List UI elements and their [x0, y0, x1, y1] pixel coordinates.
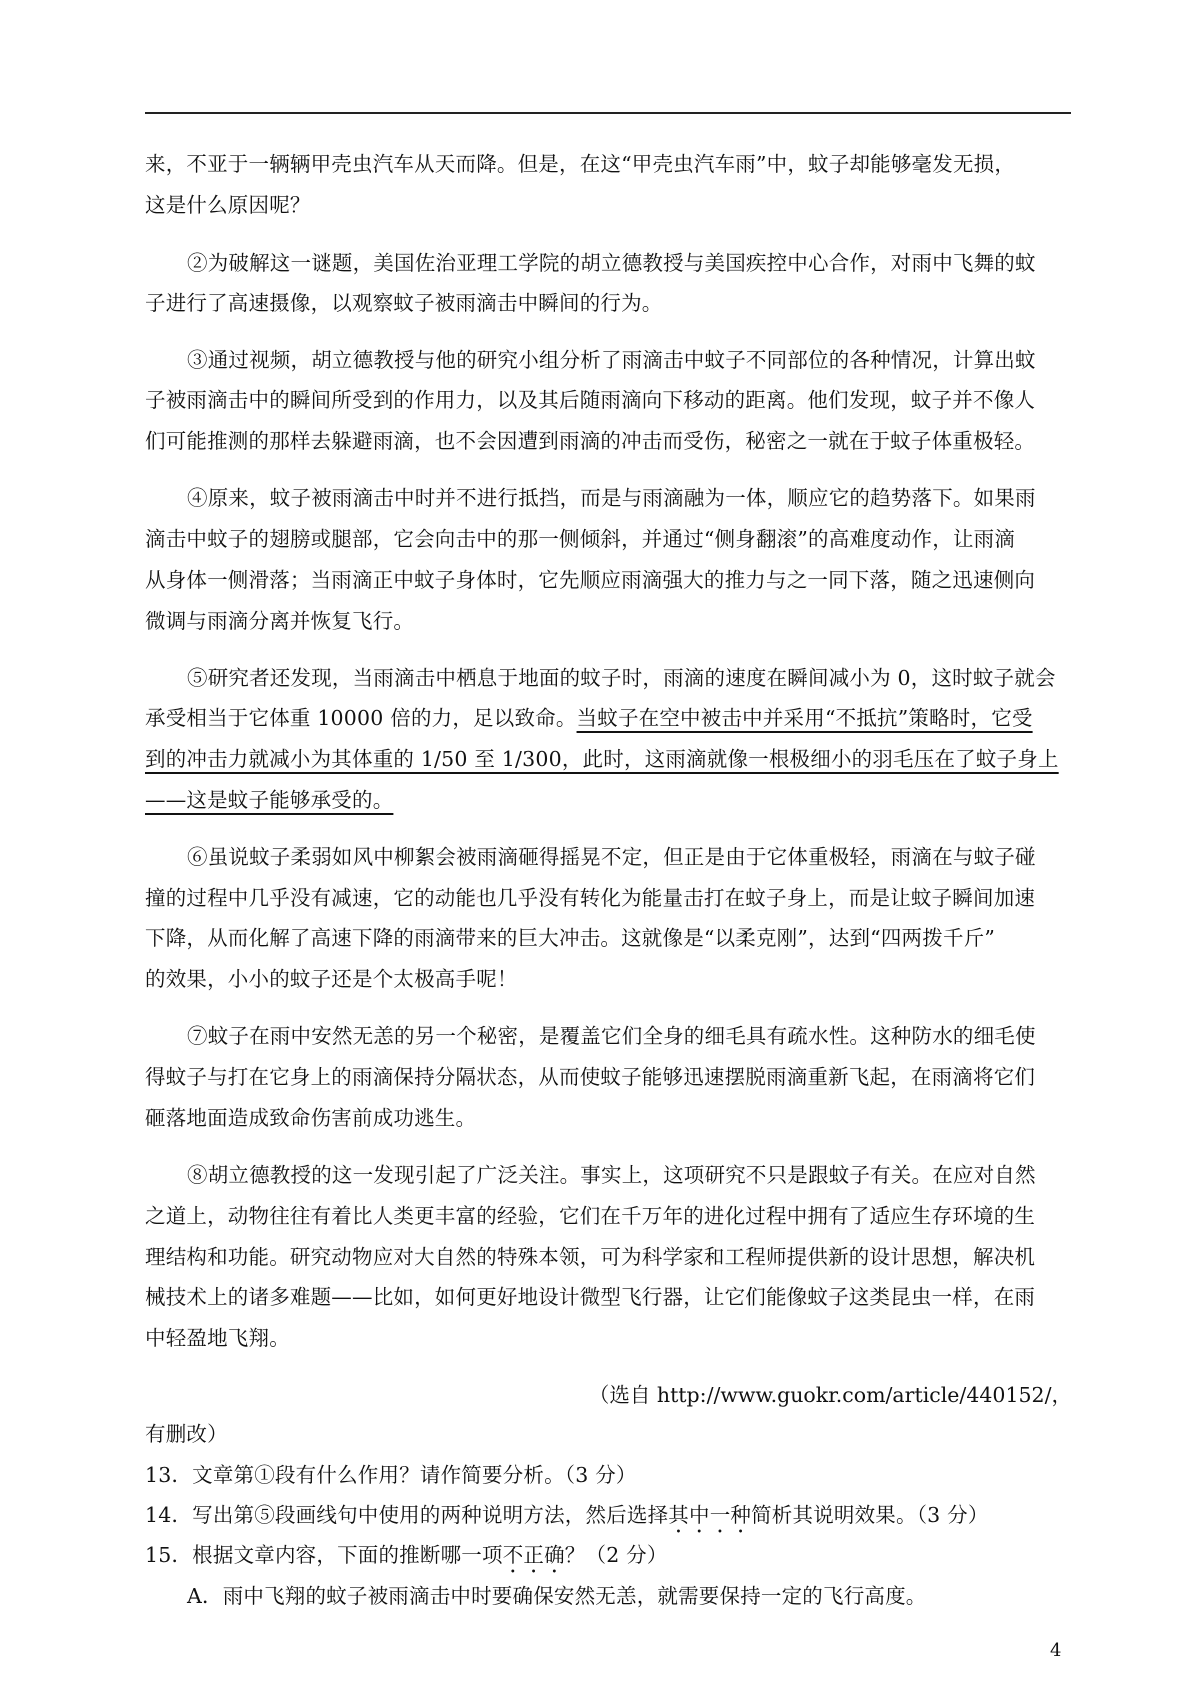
paragraph-8-line: ⑧胡立德教授的这一发现引起了广泛关注。事实上，这项研究不只是跟蚊子有关。在应对自然 — [187, 1163, 1036, 1187]
question-14 — [145, 1501, 1071, 1538]
paragraph-4-line: 从身体一侧滑落；当雨滴正中蚊子身体时，它先顺应雨滴强大的推力与之一同下落，随之迅速侧向 — [145, 568, 1036, 592]
source-citation-cont: 有删改） — [145, 1422, 228, 1446]
paragraph-3-line: 们可能推测的那样去躲避雨滴，也不会因遭到雨滴的冲击而受伤，秘密之一就在于蚊子体重极轻。 — [145, 429, 1036, 453]
paragraph-1-line: 来，不亚于一辆辆甲壳虫汽车从天而降。但是，在这“甲壳虫汽车雨”中，蚊子却能够毫发无损， — [145, 152, 1016, 176]
question-15-text: 15．根据文章内容，下面的推断哪一项 — [145, 1543, 503, 1567]
paragraph-6-line: ⑥虽说蚊子柔弱如风中柳絮会被雨滴砸得摇晃不定，但正是由于它体重极轻，雨滴在与蚊子碰 — [187, 845, 1036, 869]
paragraph-3-line: 子被雨滴击中的瞬间所受到的作用力，以及其后随雨滴向下移动的距离。他们发现，蚊子并不像人 — [145, 388, 1036, 412]
question-15-text: ？（2 分） — [564, 1543, 668, 1567]
paragraph-4-line: ④原来，蚊子被雨滴击中时并不进行抵挡，而是与雨滴融为一体，顺应它的趋势落下。如果雨 — [187, 486, 1036, 510]
question-15 — [145, 1541, 1071, 1578]
emphasis-dots-text: 其中一种 — [668, 1503, 752, 1527]
question-14-text: 14．写出第⑤段画线句中使用的两种说明方法，然后选择 — [145, 1503, 669, 1527]
question-14-text: 简析其说明效果。（3 分） — [751, 1503, 989, 1527]
question-13: 13．文章第①段有什么作用？请作简要分析。（3 分） — [145, 1463, 637, 1487]
header-rule — [145, 112, 1071, 114]
paragraph-8-line: 之道上，动物往往有着比人类更丰富的经验，它们在千万年的进化过程中拥有了适应生存环境的生 — [145, 1204, 1036, 1228]
underlined-sentence: 当蚊子在空中被击中并采用“不抵抗”策略时，它受 — [576, 706, 1033, 730]
option-a: A．雨中飞翔的蚊子被雨滴击中时要确保安然无恙，就需要保持一定的飞行高度。 — [187, 1584, 927, 1608]
paragraph-1-line: 这是什么原因呢？ — [145, 193, 311, 217]
paragraph-2-line: ②为破解这一谜题，美国佐治亚理工学院的胡立德教授与美国疾控中心合作，对雨中飞舞的蚊 — [187, 251, 1036, 275]
emphasis-dots-text: 不正确 — [502, 1543, 565, 1567]
paragraph-8-line: 理结构和功能。研究动物应对大自然的特殊本领，可为科学家和工程师提供新的设计思想，解决机 — [145, 1245, 1036, 1269]
paragraph-7-line: 得蚊子与打在它身上的雨滴保持分隔状态，从而使蚊子能够迅速摆脱雨滴重新飞起，在雨滴将它们 — [145, 1065, 1036, 1089]
paragraph-7-line: ⑦蚊子在雨中安然无恙的另一个秘密，是覆盖它们全身的细毛具有疏水性。这种防水的细毛使 — [187, 1024, 1036, 1048]
underlined-sentence: ——这是蚊子能够承受的。 — [145, 788, 394, 812]
paragraph-5-line — [145, 704, 1071, 732]
paragraph-6-line: 撞的过程中几乎没有减速，它的动能也几乎没有转化为能量击打在蚊子身上，而是让蚊子瞬间加速 — [145, 886, 1036, 910]
paragraph-5-line: ⑤研究者还发现，当雨滴击中栖息于地面的蚊子时，雨滴的速度在瞬间减小为 0，这时蚊子就会 — [187, 666, 1056, 690]
paragraph-8-line: 械技术上的诸多难题——比如，如何更好地设计微型飞行器，让它们能像蚊子这类昆虫一样，在雨 — [145, 1285, 1036, 1309]
paragraph-6-line: 的效果，小小的蚊子还是个太极高手呢！ — [145, 967, 518, 991]
source-citation: （选自 http://www.guokr.com/article/440152/， — [588, 1383, 1072, 1407]
paragraph-4-line: 滴击中蚊子的翅膀或腿部，它会向击中的那一侧倾斜，并通过“侧身翻滚”的高难度动作，让雨滴 — [145, 527, 1016, 551]
paragraph-5-line — [145, 786, 1071, 814]
paragraph-2-line: 子进行了高速摄像，以观察蚊子被雨滴击中瞬间的行为。 — [145, 291, 663, 315]
paragraph-6-line: 下降，从而化解了高速下降的雨滴带来的巨大冲击。这就像是“以柔克刚”，达到“四两拨千斤” — [145, 926, 996, 950]
paragraph-4-line: 微调与雨滴分离并恢复飞行。 — [145, 609, 415, 633]
underlined-sentence: 到的冲击力就减小为其体重的 1/50 至 1/300，此时，这雨滴就像一根极细小的羽毛压在了蚊子身上 — [145, 747, 1059, 771]
paragraph-7-line: 砸落地面造成致命伤害前成功逃生。 — [145, 1106, 477, 1130]
paragraph-5-plain-text: 承受相当于它体重 10000 倍的力，足以致命。 — [145, 706, 577, 730]
paragraph-8-line: 中轻盈地飞翔。 — [145, 1326, 290, 1350]
paragraph-5-line — [145, 745, 1071, 773]
paragraph-3-line: ③通过视频，胡立德教授与他的研究小组分析了雨滴击中蚊子不同部位的各种情况，计算出蚊 — [187, 348, 1036, 372]
page-number: 4 — [1050, 1640, 1062, 1661]
